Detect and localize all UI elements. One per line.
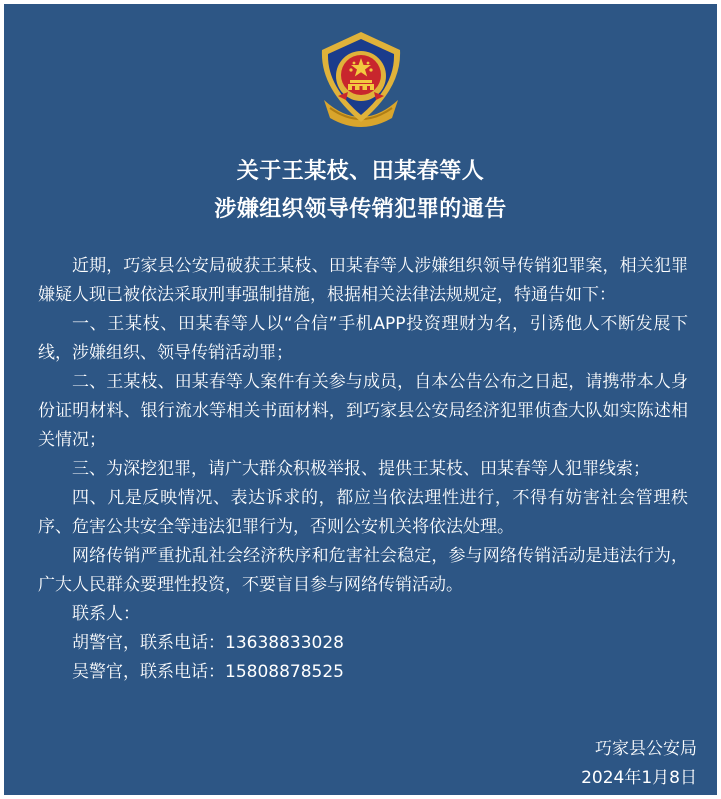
item-1-paragraph: 一、王某枝、田某春等人以“合信”手机APP投资理财为名，引诱他人不断发展下线，涉嫌组织、领导传销活动罪；	[38, 314, 688, 363]
signature-date: 2024年1月8日	[581, 768, 697, 788]
contact-item: 胡警官，联系电话：13638833028	[72, 633, 344, 653]
notice-panel	[4, 4, 717, 795]
notice-body	[38, 252, 688, 687]
item-3-paragraph: 三、为深挖犯罪，请广大群众积极举报、提供王某枝、田某春等人犯罪线索；	[72, 459, 650, 479]
item-4-paragraph: 四、凡是反映情况、表达诉求的，都应当依法理性进行，不得有妨害社会管理秩序、危害公共安全等违法犯罪行为，否则公安机关将依法处理。	[38, 488, 688, 537]
intro-paragraph: 近期，巧家县公安局破获王某枝、田某春等人涉嫌组织领导传销犯罪案，相关犯罪嫌疑人现已被依法采取刑事强制措施，根据相关法律法规规定，特通告如下：	[38, 256, 688, 305]
contacts-label: 联系人：	[72, 604, 140, 624]
notice-title-line-2: 涉嫌组织领导传销犯罪的通告	[214, 197, 507, 222]
warning-paragraph: 网络传销严重扰乱社会经济秩序和危害社会稳定，参与网络传销活动是违法行为，广大人民群众要理性投资，不要盲目参与网络传销活动。	[38, 546, 688, 595]
contact-item: 吴警官，联系电话：15808878525	[72, 662, 344, 682]
notice-title-line-1: 关于王某枝、田某春等人	[236, 159, 485, 184]
item-2-paragraph: 二、王某枝、田某春等人案件有关参与成员，自本公告公布之日起，请携带本人身份证明材料、银行流水等相关书面材料，到巧家县公安局经济犯罪侦查大队如实陈述相关情况；	[38, 372, 688, 450]
signature-org: 巧家县公安局	[595, 739, 697, 759]
police-emblem-icon	[318, 30, 404, 130]
